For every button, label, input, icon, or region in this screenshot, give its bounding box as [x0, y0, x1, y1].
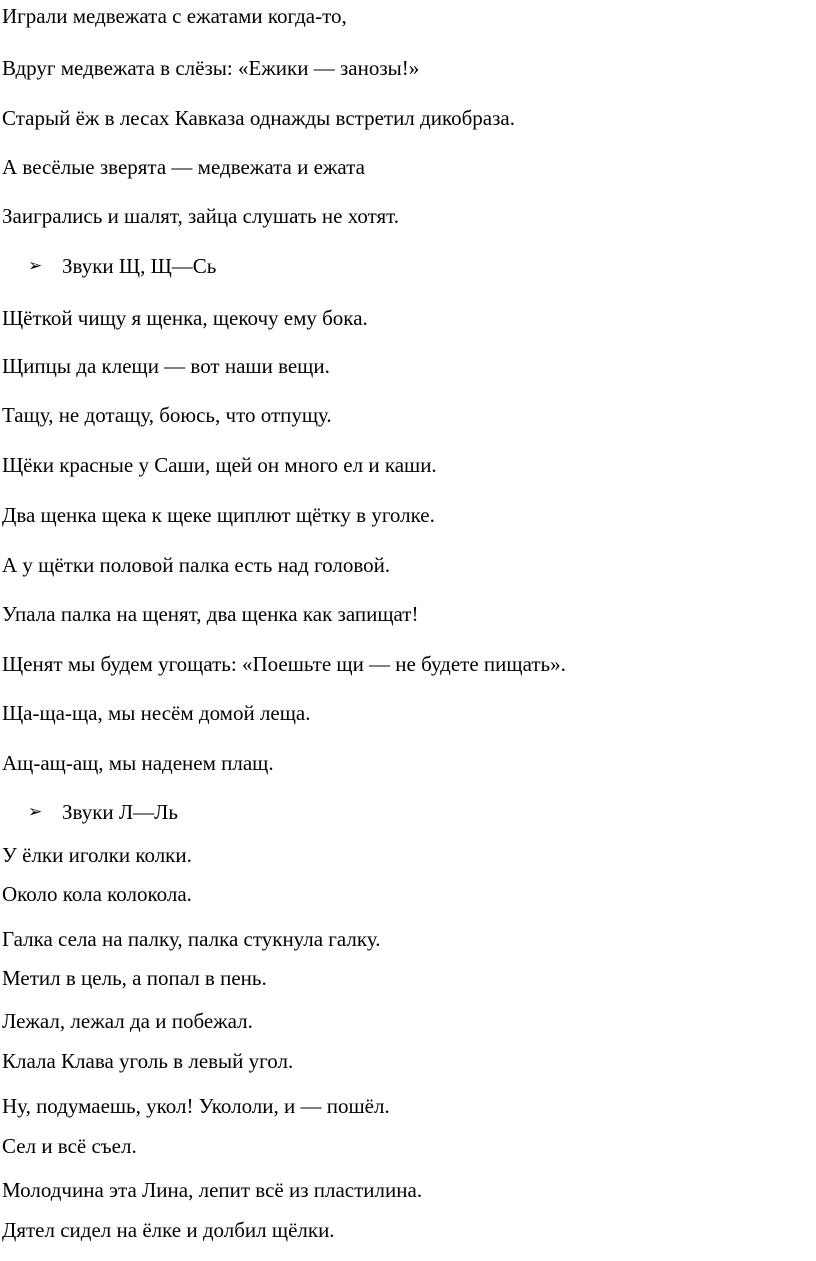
text-line: Ща-ща-ща, мы несём домой леща. [2, 701, 311, 725]
text-line: Ащ-ащ-ащ, мы наденем плащ. [2, 751, 274, 775]
section-heading-l [28, 800, 178, 824]
text-line: Молодчина эта Лина, лепит всё из пластилина. [2, 1178, 423, 1202]
text-line: Старый ёж в лесах Кавказа однажды встретил дикобраза. [2, 106, 515, 130]
text-line: Ну, подумаешь, укол! Укололи, и — пошёл. [2, 1094, 390, 1118]
text-line: Тащу, не дотащу, боюсь, что отпущу. [2, 403, 332, 427]
text-line: Галка села на палку, палка стукнула галку. [2, 927, 381, 951]
text-line: У ёлки иголки колки. [2, 843, 192, 867]
text-line: А у щётки половой палка есть над головой. [2, 553, 391, 577]
text-line: Дятел сидел на ёлке и долбил щёлки. [2, 1218, 335, 1242]
text-line: Лежал, лежал да и побежал. [2, 1009, 253, 1033]
text-line: Упала палка на щенят, два щенка как запищат! [2, 602, 419, 626]
text-line: Заигрались и шалят, зайца слушать не хотят. [2, 204, 400, 228]
text-line: Метил в цель, а попал в пень. [2, 966, 267, 990]
text-line: Вдруг медвежата в слёзы: «Ежики — занозы!» [2, 56, 420, 80]
arrow-bullet-icon: ➢ [28, 256, 43, 275]
text-line: Два щенка щека к щеке щиплют щётку в уголке. [2, 503, 435, 527]
text-line: Щёткой чищу я щенка, щекочу ему бока. [2, 306, 368, 330]
text-line: А весёлые зверята — медвежата и ежата [2, 155, 365, 179]
text-line: Щёки красные у Саши, щей он много ел и каши. [2, 453, 437, 477]
text-line: Щенят мы будем угощать: «Поешьте щи — не будете пищать». [2, 652, 566, 676]
section-heading-text: Звуки Л—Ль [62, 800, 178, 824]
section-heading-shch [28, 254, 216, 278]
text-line: Играли медвежата с ежатами когда-то, [2, 4, 347, 28]
section-heading-text: Звуки Щ, Щ—Сь [62, 254, 217, 278]
text-line: Щипцы да клещи — вот наши вещи. [2, 354, 330, 378]
text-line: Около кола колокола. [2, 882, 192, 906]
arrow-bullet-icon: ➢ [28, 802, 43, 821]
text-line: Клала Клава уголь в левый угол. [2, 1049, 294, 1073]
text-line: Сел и всё съел. [2, 1134, 137, 1158]
